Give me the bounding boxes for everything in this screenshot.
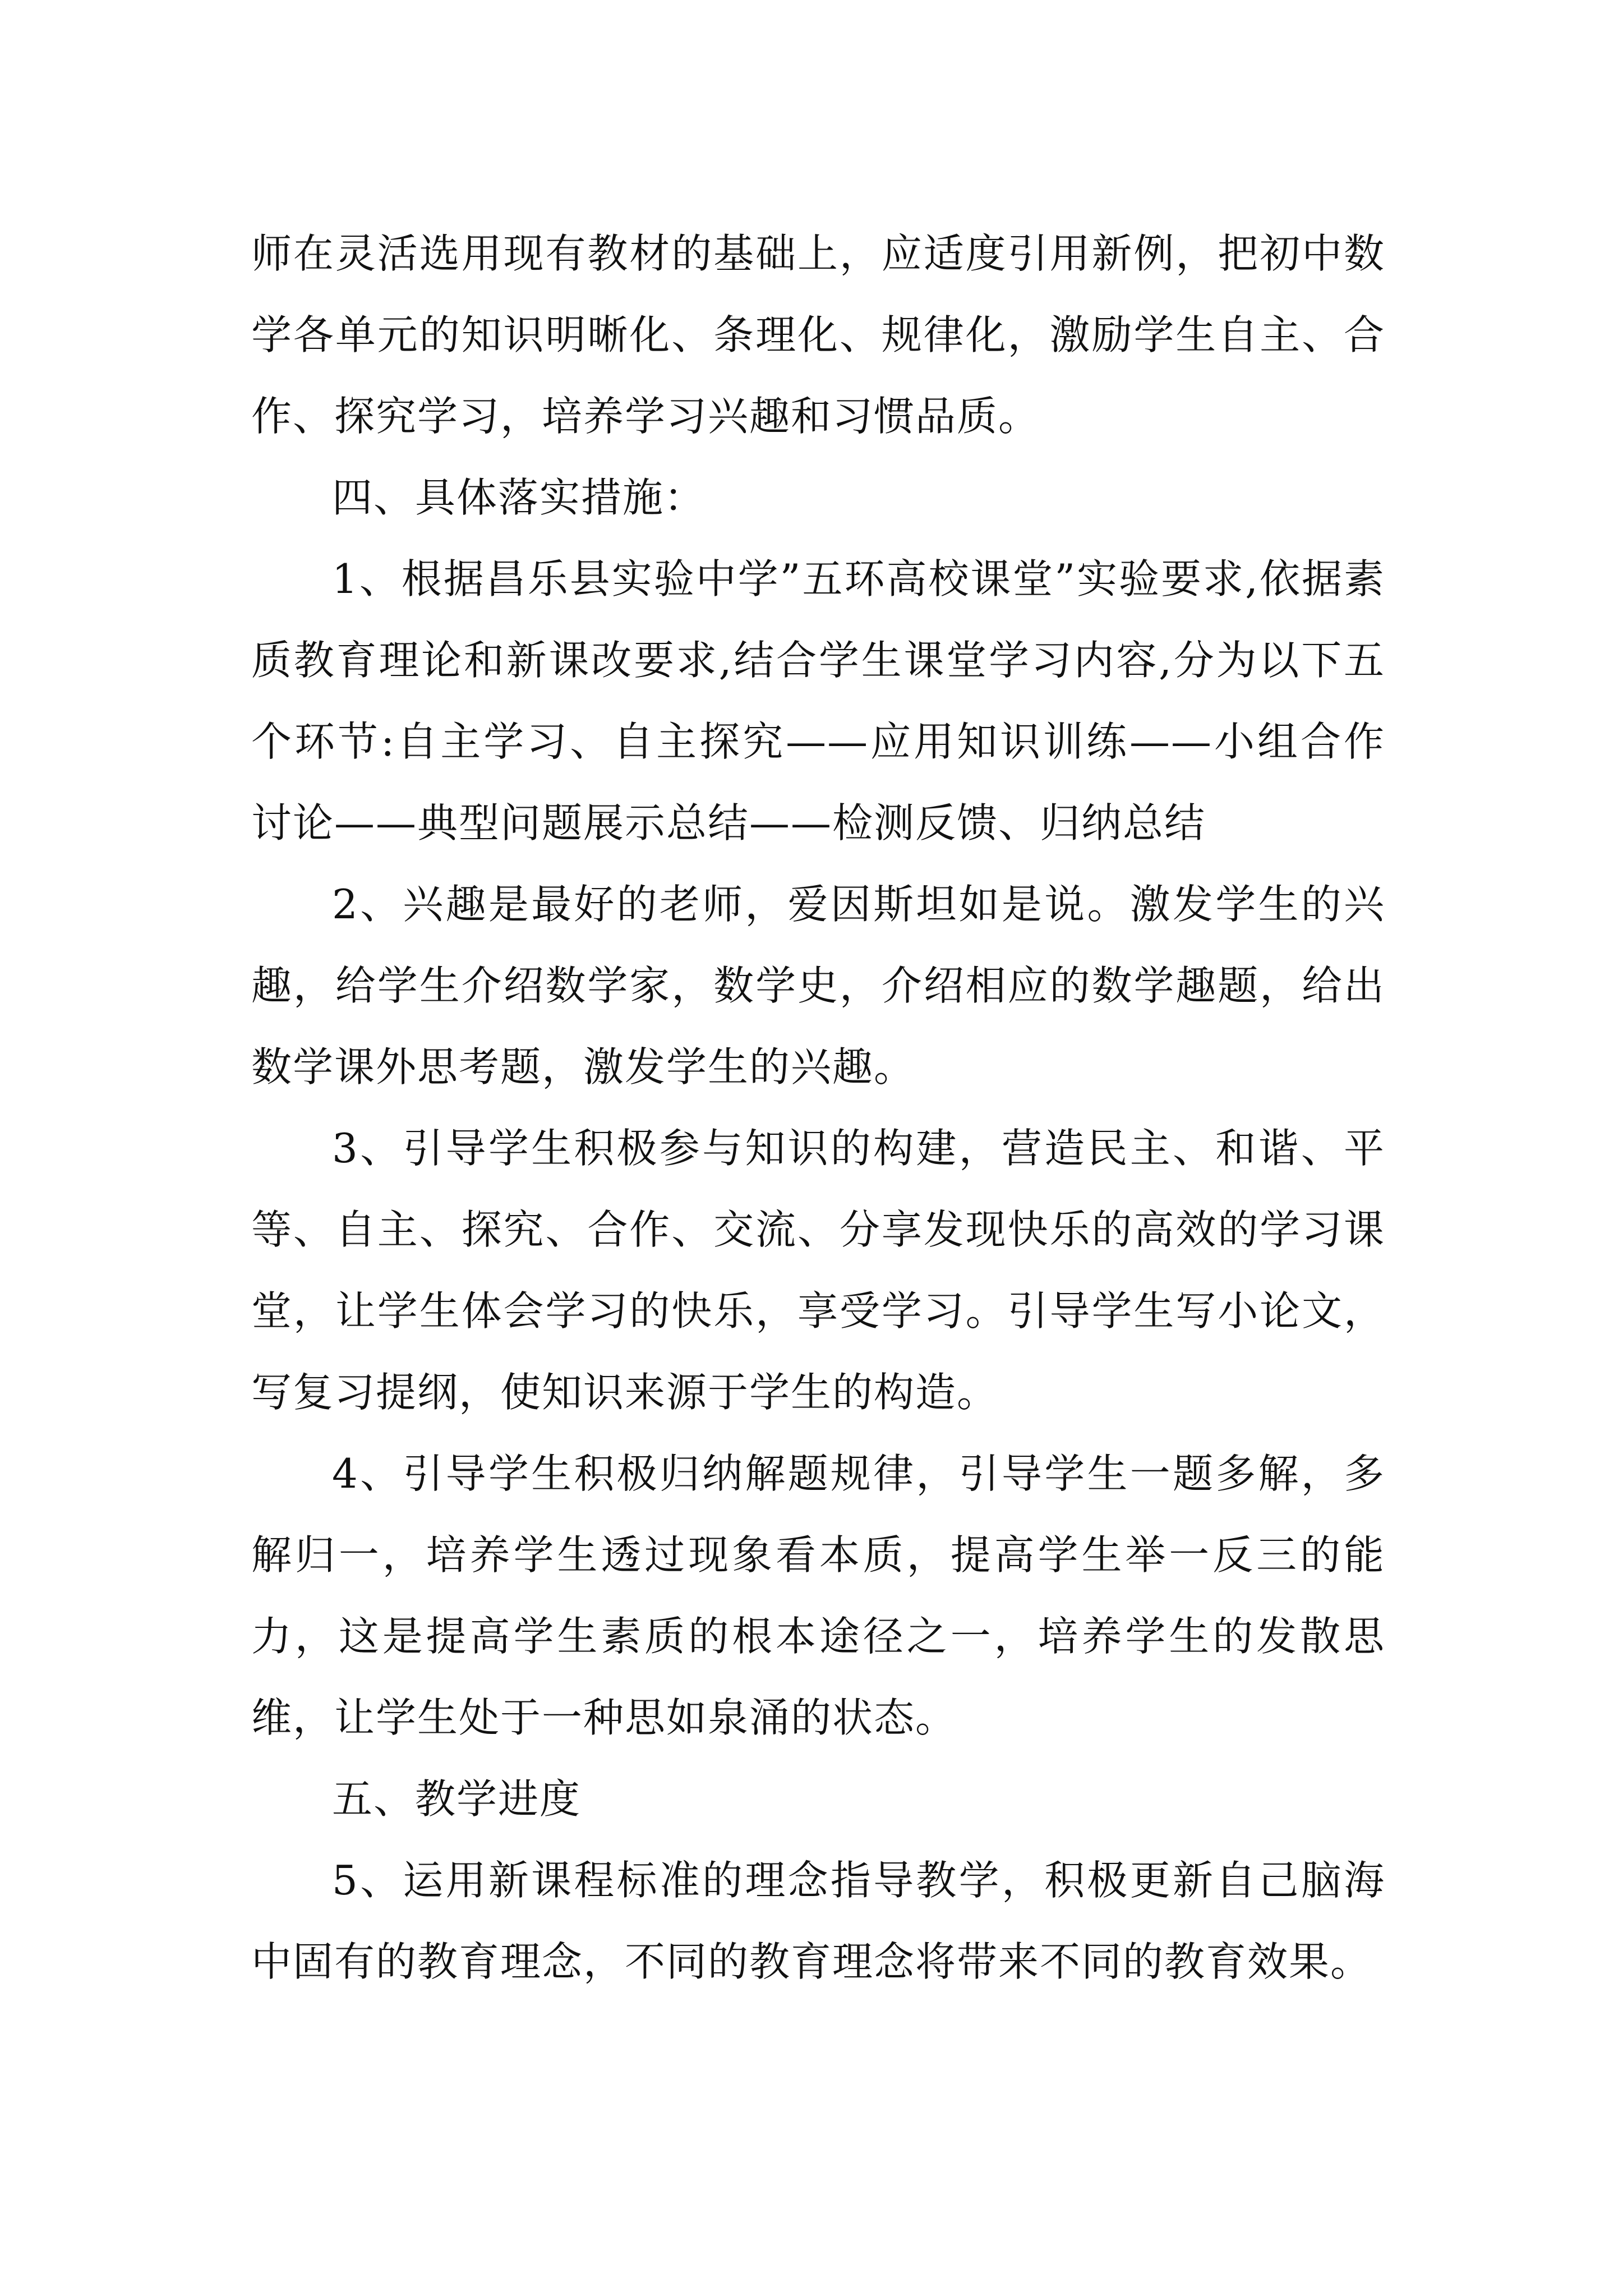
paragraph-item-3: 3、引导学生积极参与知识的构建，营造民主、和谐、平等、自主、探究、合作、交流、分享发现快乐的高效的学习课堂，让学生体会学习的快乐，享受学习。引导学生写小论文，写复习提纲，使知识来源于学生的构造。: [251, 1125, 1385, 1416]
paragraph-item-4: 4、引导学生积极归纳解题规律，引导学生一题多解，多解归一，培养学生透过现象看本质，提高学生举一反三的能力，这是提高学生素质的根本途径之一，培养学生的发散思维，让学生处于一种思如泉涌的状态。: [251, 1450, 1385, 1741]
section-heading-progress: 五、教学进度: [332, 1775, 582, 1823]
paragraph-continuation: 师在灵活选用现有教材的基础上，应适度引用新例，把初中数学各单元的知识明晰化、条理化、规律化，激励学生自主、合作、探究学习，培养学习兴趣和习惯品质。: [251, 230, 1385, 440]
paragraph-item-5: 5、运用新课程标准的理念指导教学，积极更新自己脑海中固有的教育理念，不同的教育理念将带来不同的教育效果。: [251, 1857, 1385, 1985]
section-heading-measures: 四、具体落实措施：: [332, 474, 706, 521]
paragraph-item-2: 2、兴趣是最好的老师，爱因斯坦如是说。激发学生的兴趣，给学生介绍数学家，数学史，介绍相应的数学趣题，给出数学课外思考题，激发学生的兴趣。: [251, 881, 1385, 1091]
document-body: [251, 213, 1385, 2003]
paragraph-item-1: 1、根据昌乐县实验中学”五环高校课堂”实验要求,依据素质教育理论和新课改要求,结合学生课堂学习内容,分为以下五个环节:自主学习、自主探究——应用知识训练——小组合作讨论——典型问题展示总结——检测反馈、归纳总结: [251, 555, 1385, 846]
